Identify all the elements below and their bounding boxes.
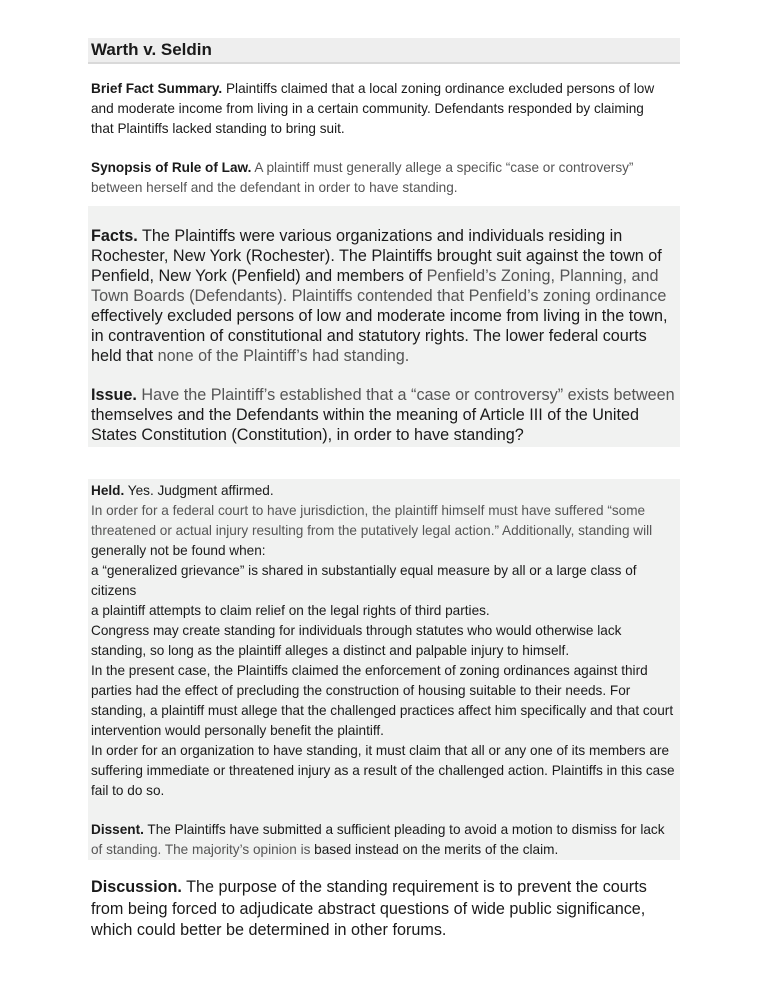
brief-fact-summary xyxy=(88,79,672,139)
held-label: Held. xyxy=(91,483,125,498)
dissent-text-b: of standing. The majority’s opinion is xyxy=(91,842,311,857)
held-p1b-text: generally not be found when: xyxy=(91,543,266,558)
held-p1-text: In order for a federal court to have jurisdiction, the plaintiff himself must have suffered “some threatened or actual injury resulting from the putatively legal action.” Additionally, standing will xyxy=(91,503,653,538)
brief-text: Plaintiffs claimed that a local zoning ordinance excluded persons of low and moderate income from living in a certain community. Defendants responded by claiming that Plaintiffs lacked standing to bring suit. xyxy=(91,81,655,136)
discussion-label: Discussion. xyxy=(91,878,182,896)
dissent-text-c: based instead on the merits of the claim. xyxy=(314,842,559,857)
discussion-text: The purpose of the standing requirement is to prevent the courts from being forced to adjudicate abstract questions of wide public significance, which could better be determined in other forums. xyxy=(91,878,647,939)
facts-paragraph xyxy=(91,226,677,366)
held-p2: a “generalized grievance” is shared in substantially equal measure by all or a large class of citizens xyxy=(91,563,637,598)
discussion-paragraph xyxy=(88,877,664,942)
held-p6: In order for an organization to have standing, it must claim that all or any one of its members are suffering immediate or threatened injury as a result of the challenged action. Plaintiffs in this case fail to do so. xyxy=(91,743,675,798)
held-text: Yes. Judgment affirmed. xyxy=(127,483,274,498)
issue-paragraph xyxy=(91,385,677,445)
synopsis-label: Synopsis of Rule of Law. xyxy=(91,160,252,175)
facts-issue-section xyxy=(88,206,680,447)
facts-text-b: Penfield’s Zoning, Planning, and Town Boards (Defendants). Plaintiffs contended that Penfield’s zoning ordinance xyxy=(91,267,667,305)
facts-text-c: effectively excluded persons of low and moderate income from living in the town, in contravention of constitutional and statutory rights. The lower federal courts held that xyxy=(91,307,668,365)
issue-text-b: themselves and the Defendants within the meaning of Article III of the United States Constitution (Constitution), in order to have standing? xyxy=(91,406,639,444)
facts-text-d: none of the Plaintiff’s had standing. xyxy=(157,347,410,365)
dissent-label: Dissent. xyxy=(91,822,144,837)
dissent-text-a: The Plaintiffs have submitted a sufficient pleading to avoid a motion to dismiss for lack xyxy=(147,822,665,837)
held-p4: Congress may create standing for individuals through statutes who would otherwise lack standing, so long as the plaintiff alleges a distinct and palpable injury to himself. xyxy=(91,623,622,658)
case-title: Warth v. Seldin xyxy=(88,38,680,64)
dissent-paragraph xyxy=(91,820,677,860)
held-dissent-section xyxy=(88,479,680,860)
issue-text-a: Have the Plaintiff’s established that a “case or controversy” exists between xyxy=(141,386,675,404)
synopsis-of-rule xyxy=(88,158,654,198)
facts-label: Facts. xyxy=(91,227,138,245)
held-p3: a plaintiff attempts to claim relief on the legal rights of third parties. xyxy=(91,603,490,618)
facts-text-a: The Plaintiffs were various organizations and individuals residing in Rochester, New York (Rochester). The Plaintiffs brought suit against the town of Penfield, New York (Penfield) and members of xyxy=(91,227,662,285)
brief-label: Brief Fact Summary. xyxy=(91,81,223,96)
synopsis-text: A plaintiff must generally allege a specific “case or controversy” between herself and the defendant in order to have standing. xyxy=(91,160,634,195)
issue-label: Issue. xyxy=(91,386,137,404)
held-p5: In the present case, the Plaintiffs claimed the enforcement of zoning ordinances against third parties had the effect of precluding the construction of housing suitable to their needs. For standing, a plaintiff must allege that the challenged practices affect him specifically and that court intervention would personally benefit the plaintiff. xyxy=(91,663,674,738)
held-p1 xyxy=(91,501,677,561)
held-paragraph xyxy=(91,481,677,501)
case-brief-page xyxy=(88,38,680,942)
